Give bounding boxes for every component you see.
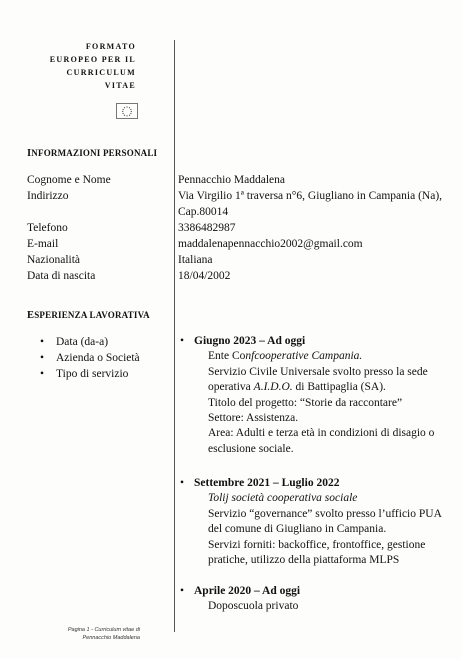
format-line-3: CURRICULUM: [66, 68, 136, 77]
work-entry-1-line-3: Titolo del progetto: “Storie da raccontare”: [208, 396, 403, 409]
work-experience-heading: ESPERIENZA LAVORATIVA: [27, 310, 150, 321]
address-value-line-2: Cap.80014: [178, 206, 229, 218]
work-entry-1-line-6: esclusione sociale.: [208, 442, 294, 455]
work-entry-2: [194, 476, 449, 568]
name-value: Pennacchio Maddalena: [178, 174, 285, 186]
format-line-1: FORMATO: [85, 42, 136, 51]
work-entry-3-line-1: Doposcuola privato: [208, 600, 299, 613]
footer-line-1: Pagina 1 - Curriculum vitae di: [67, 627, 140, 633]
column-divider: [174, 40, 175, 632]
birthdate-label: Data di nascita: [27, 270, 96, 282]
work-entry-1-date: • Giugno 2023 – Ad oggi: [194, 334, 449, 349]
legend-item-date: • Data (da-a): [40, 334, 140, 350]
work-entry-3: [194, 584, 449, 615]
nationality-value: Italiana: [178, 254, 213, 266]
address-value-line-1: Via Virgilio 1ª traversa n°6, Giugliano in Campania (Na),: [178, 190, 443, 202]
page-footer: [40, 626, 140, 642]
legend-item-company: • Azienda o Società: [40, 350, 140, 366]
footer-line-2: Pennacchio Maddalena: [82, 635, 140, 641]
work-entry-1-line-1: Servizio Civile Universale svolto presso la sede: [208, 365, 428, 378]
format-line-2: EUROPEO PER IL: [49, 55, 136, 64]
phone-value: 3386482987: [178, 222, 236, 234]
nationality-label: Nazionalità: [27, 254, 81, 266]
work-entry-2-company: Tolij società cooperativa sociale: [208, 492, 358, 505]
format-line-4: VITAE: [104, 81, 136, 90]
birthdate-value: 18/04/2002: [178, 270, 231, 282]
work-entry-1-body: [194, 349, 449, 457]
work-entry-3-body: [194, 599, 449, 614]
eu-flag-icon: [116, 103, 138, 119]
address-label: Indirizzo: [27, 190, 69, 202]
email-label: E-mail: [27, 238, 59, 250]
phone-label: Telefono: [27, 222, 68, 234]
name-label: Cognome e Nome: [27, 174, 111, 186]
work-entry-1: [194, 334, 449, 457]
work-entry-1-line-4: Settore: Assistenza.: [208, 412, 299, 425]
work-entry-2-line-3: Servizi forniti: backoffice, frontoffice, gestione: [208, 538, 426, 551]
work-entry-2-body: [194, 491, 449, 568]
cv-format-heading: [20, 40, 136, 92]
work-entry-1-company: Ente Confcooperative Campania.: [208, 350, 363, 363]
legend-item-service: • Tipo di servizio: [40, 366, 140, 382]
work-entry-1-line-5: Area: Adulti e terza età in condizioni di disagio o: [208, 427, 435, 440]
work-entry-2-line-2: del comune di Giugliano in Campania.: [208, 523, 387, 536]
work-legend-list: [40, 334, 140, 382]
work-entry-1-line-2: operativa A.I.D.O. di Battipaglia (SA).: [208, 381, 386, 394]
work-entry-3-date: • Aprile 2020 – Ad oggi: [194, 584, 449, 599]
work-entry-2-date: • Settembre 2021 – Luglio 2022: [194, 476, 449, 491]
email-value: maddalenapennacchio2002@gmail.com: [178, 238, 363, 250]
work-entry-2-line-1: Servizio “governance” svolto presso l’ufficio PUA: [208, 507, 442, 520]
work-entry-2-line-4: pratiche, utilizzo della piattaforma MLPS: [208, 554, 400, 567]
personal-info-heading: INFORMAZIONI PERSONALI: [27, 148, 158, 159]
